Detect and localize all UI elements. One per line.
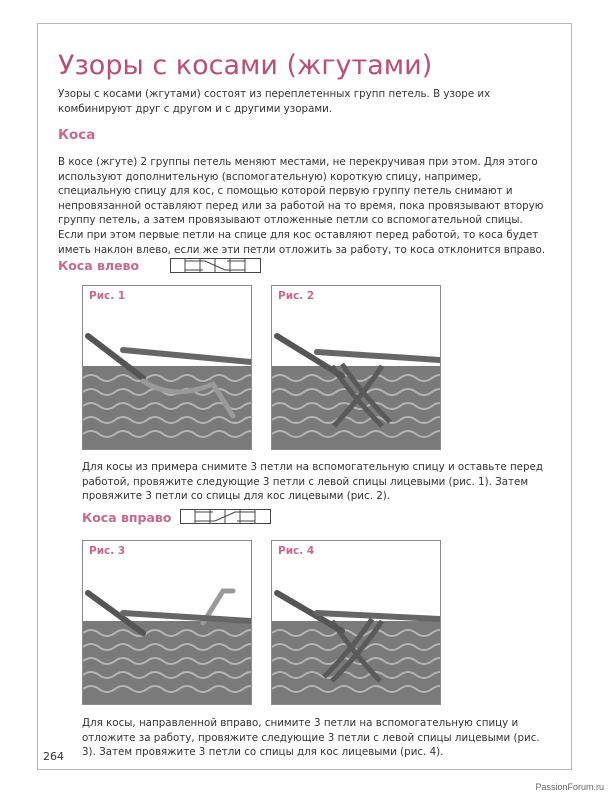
figure-1 [82, 285, 252, 450]
intro-paragraph: Узоры с косами (жгутами) состоят из переплетенных групп петель. В узоре их комбинируют друг с другом и с другими узорами. [58, 88, 491, 115]
left-cable-caption: Для косы из примера снимите 3 петли на вспомогательную спицу и оставьте перед работой, провяжите следующие 3 петли с левой спицы лицевыми (рис. 1). Затем провяжите 3 петли со спицы для кос лицевыми (рис. 2). [82, 461, 543, 503]
right-cable-chart-icon [180, 507, 272, 525]
kosa-paragraph: В косе (жгуте) 2 группы петель меняют местами, не перекручивая при этом. Для этого используют дополнительную (вспомогательную) короткую спицу, например, специальную спицу для кос, с помощью которой первую группу петель снимают и непровязанной оставляют перед или за работой на то время, пока провязывают вторую группу петель, а затем провязывают отложенные петли со вспомогательной спицы. Если при этом первые петли на спице для кос оставляют перед работой, то коса будет иметь наклон влево, если же эти петли отложить за работу, то коса отклонится вправо. [58, 156, 546, 256]
page-title: Узоры с косами (жгутами) [58, 50, 433, 81]
figure-4-label: Рис. 4 [278, 545, 315, 557]
knitting-illustration-2 [272, 286, 441, 450]
knitting-illustration-1 [83, 286, 252, 450]
heading-left-cable: Коса влево [58, 258, 140, 273]
left-cable-chart-icon [170, 256, 262, 274]
figure-1-label: Рис. 1 [89, 290, 126, 302]
heading-right-cable: Коса вправо [82, 510, 172, 525]
figure-3 [82, 540, 252, 705]
figure-2 [271, 285, 441, 450]
figure-3-label: Рис. 3 [89, 545, 126, 557]
section-heading-kosa: Коса [58, 127, 96, 143]
page-number: 264 [43, 750, 64, 763]
figure-2-label: Рис. 2 [278, 290, 315, 302]
watermark: PassionForum.ru [535, 782, 604, 792]
right-cable-caption: Для косы, направленной вправо, снимите 3 петли на вспомогательную спицу и отложите за работу, провяжите следующие 3 петли с левой спицы лицевыми (рис. 3). Затем провяжите 3 петли со спицы для кос лицевыми (рис. 4). [82, 717, 540, 759]
figure-4 [271, 540, 441, 705]
knitting-illustration-4 [272, 541, 441, 705]
knitting-illustration-3 [83, 541, 252, 705]
